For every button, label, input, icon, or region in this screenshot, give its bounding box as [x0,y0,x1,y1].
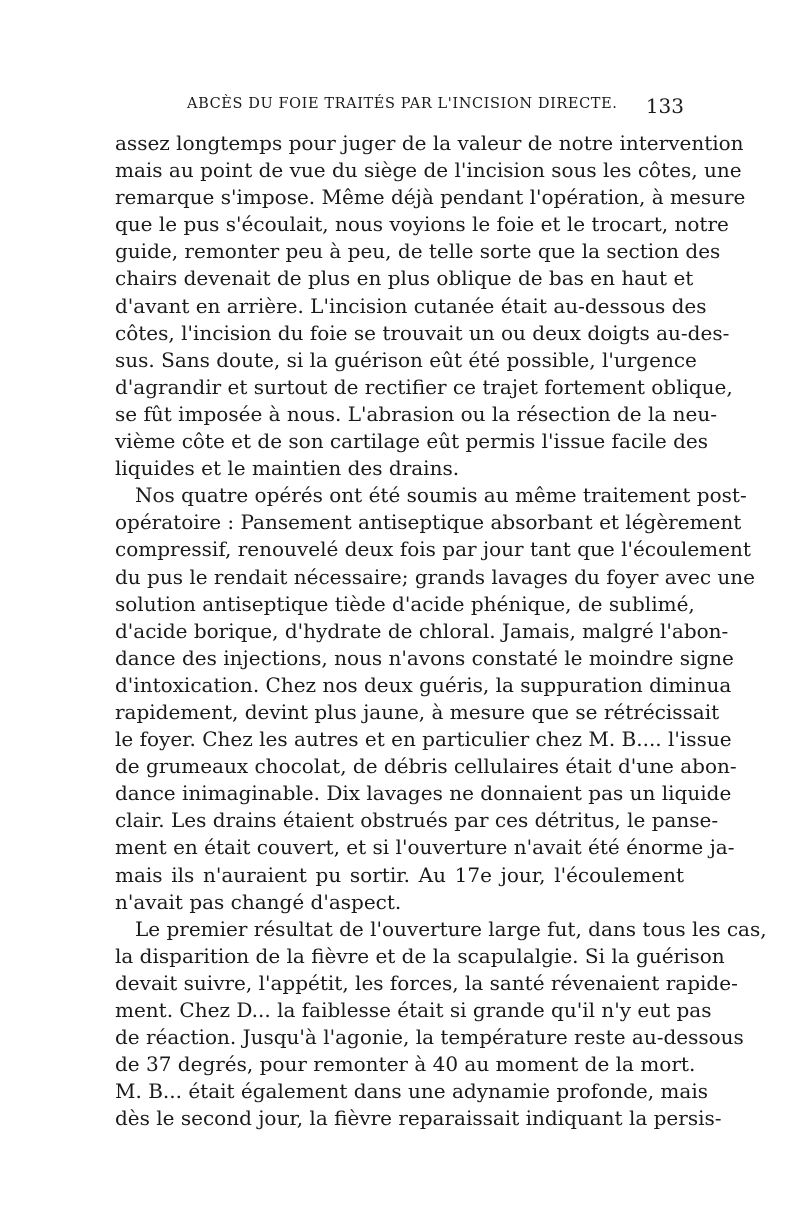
text-line: assez longtemps pour juger de la valeur de notre intervention [115,131,744,155]
text-line: remarque s'impose. Même déjà pendant l'opération, à mesure [115,185,746,210]
text-line: rapidement, devint plus jaune, à mesure que se rétrécissait [115,699,720,724]
text-line: du pus le rendait nécessaire; grands lavages du foyer avec une [115,564,755,589]
text-line: dance inimaginable. Dix lavages ne donnaient pas un liquide [115,781,732,806]
text-line: compressif, renouvelé deux fois par jour tant que l'écoulement [115,537,751,562]
text-line: vième côte et de son cartilage eût permis l'issue facile des [115,429,708,454]
text-line: d'acide borique, d'hydrate de chloral. Jamais, malgré l'abon- [115,618,729,643]
text-line: se fût imposée à nous. L'abrasion ou la résection de la neu- [115,401,718,426]
page-number: 133 [645,94,684,118]
text-line: ment. Chez D... la faiblesse était si grande qu'il n'y eut pas [115,998,712,1022]
body-text [115,130,767,1132]
paragraph-end-line: n'avait pas changé d'aspect. [115,889,402,914]
text-line: d'avant en arrière. L'incision cutanée était au-dessous des [115,293,707,318]
text-line: opératoire : Pansement antiseptique absorbant et légèrement [115,510,742,535]
paragraph-first-line: Le premier résultat de l'ouverture large fut, dans tous les cas, [135,916,767,941]
text-line: d'intoxication. Chez nos deux guéris, la suppuration diminua [115,672,732,697]
text-line: côtes, l'incision du foie se trouvait un ou deux doigts au-des- [115,320,730,345]
text-line: mais au point de vue du siège de l'incision sous les côtes, une [115,158,742,183]
text-line: guide, remonter peu à peu, de telle sorte que la section des [115,239,721,264]
text-line: dès le second jour, la fièvre reparaissait indiquant la persis- [115,1106,722,1131]
text-line: dance des injections, nous n'avons constaté le moindre signe [115,645,734,670]
text-line: sus. Sans doute, si la guérison eût été possible, l'urgence [115,347,697,372]
text-line: la disparition de la fièvre et de la scapulalgie. Si la guérison [115,943,725,968]
paragraph-end-line: liquides et le maintien des drains. [115,456,460,481]
text-line: devait suivre, l'appétit, les forces, la santé révenaient rapide- [115,970,738,995]
running-title: ABCÈS DU FOIE TRAITÉS PAR L'INCISION DIRECTE. [187,96,618,112]
text-line: le foyer. Chez les autres et en particulier chez M. B.... l'issue [115,727,732,752]
text-line: que le pus s'écoulait, nous voyions le foie et le trocart, notre [115,212,729,237]
paragraph-first-line: Nos quatre opérés ont été soumis au même traitement post- [135,483,747,508]
text-line: chairs devenait de plus en plus oblique de bas en haut et [115,266,694,291]
text-line: de réaction. Jusqu'à l'agonie, la température reste au-dessous [115,1025,744,1050]
text-line: mais ils n'auraient pu sortir. Au 17e jour, l'écoulement [115,862,684,887]
text-line: de grumeaux chocolat, de débris cellulaires était d'une abon- [115,754,737,779]
text-line: solution antiseptique tiède d'acide phénique, de sublimé, [115,591,695,616]
text-line: de 37 degrés, pour remonter à 40 au moment de la mort. [115,1052,696,1077]
text-line: ment en était couvert, et si l'ouverture n'avait été énorme ja- [115,835,735,860]
text-line: clair. Les drains étaient obstrués par ces détritus, le panse- [115,808,719,833]
text-line: d'agrandir et surtout de rectifier ce trajet fortement oblique, [115,374,733,399]
text-line: M. B... était également dans une adynamie profonde, mais [115,1079,708,1104]
running-head [187,94,684,118]
